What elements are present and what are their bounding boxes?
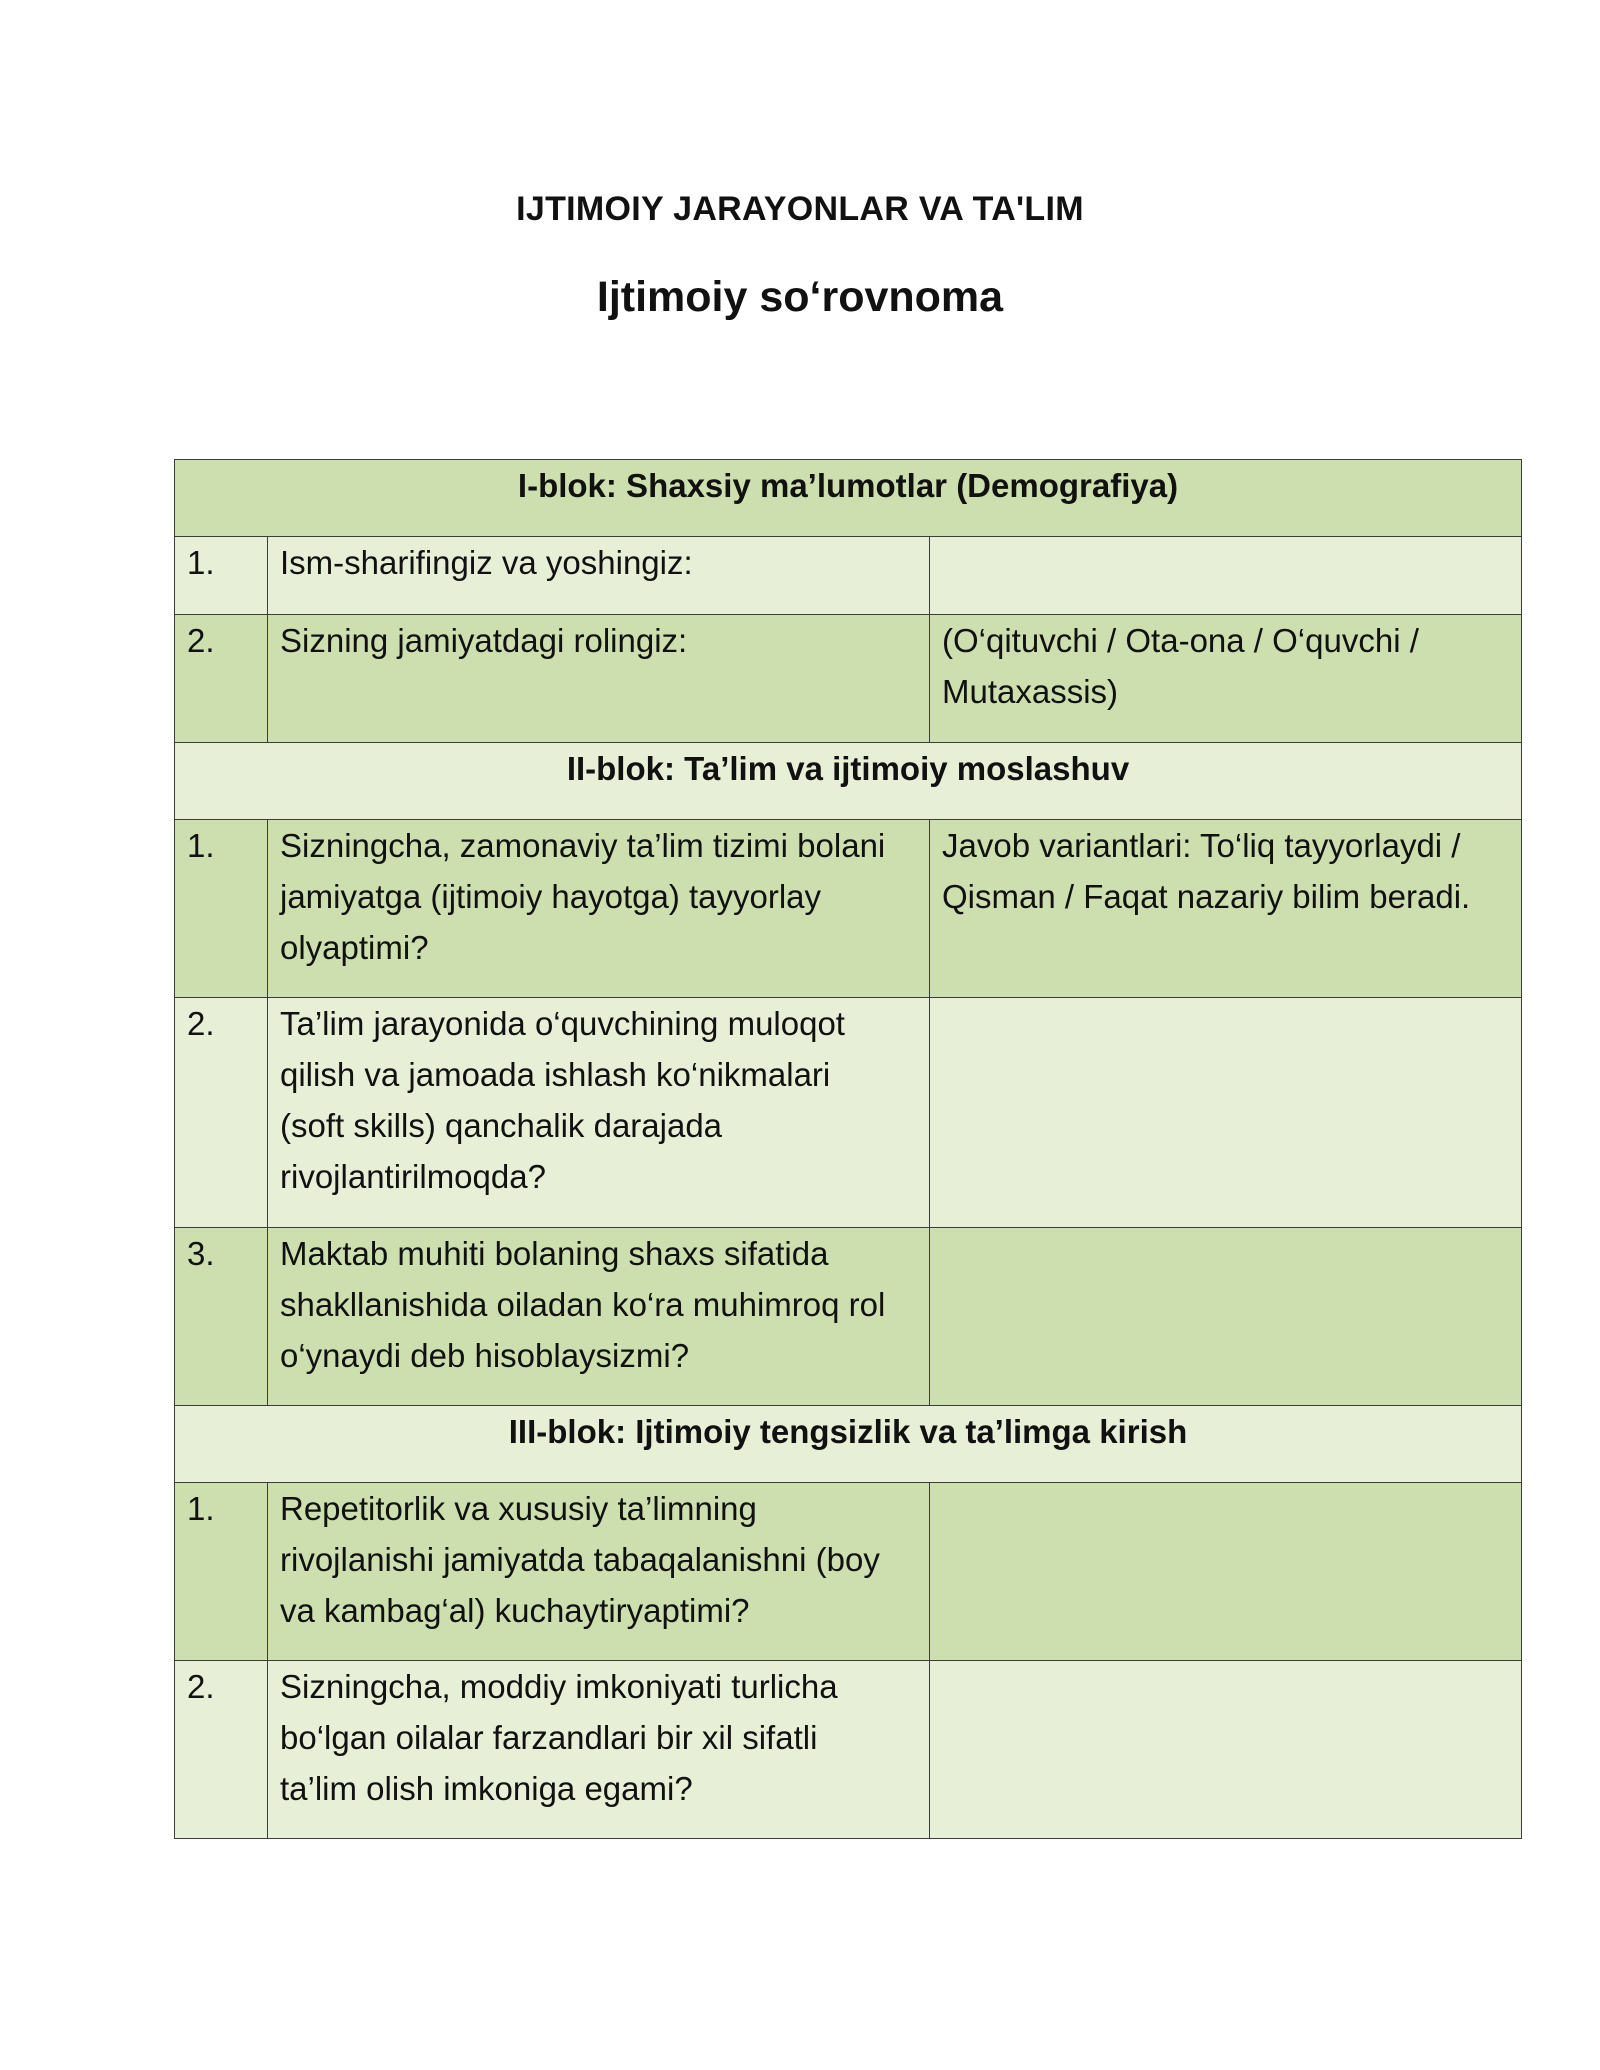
question-cell — [268, 615, 930, 743]
block-title: III-blok: Ijtimoiy tengsizlik va ta’limga kirish — [175, 1406, 1522, 1483]
table-row — [175, 537, 1522, 615]
answer-text: Javob variantlari: To‘liq tayyorlaydi / Qisman / Faqat nazariy bilim beradi. — [942, 827, 1471, 915]
survey-table — [174, 459, 1522, 1839]
row-number: 2. — [175, 998, 268, 1228]
question-text: Ta’lim jarayonida o‘quvchining muloqot qilish va jamoada ishlash ko‘nikmalari (soft skills) qanchalik darajada rivojlantirilmoqda? — [280, 1005, 845, 1195]
table-row — [175, 820, 1522, 998]
question-text: Sizningcha, zamonaviy ta’lim tizimi bolani jamiyatga (ijtimoiy hayotga) tayyorlay olyaptimi? — [280, 827, 886, 966]
question-text: Maktab muhiti bolaning shaxs sifatida shakllanishida oiladan ko‘ra muhimroq rol o‘ynaydi deb hisoblaysizmi? — [280, 1235, 886, 1374]
answer-text: (O‘qituvchi / Ota-ona / O‘quvchi / Mutaxassis) — [942, 622, 1419, 710]
table-row — [175, 615, 1522, 743]
answer-cell[interactable] — [930, 537, 1522, 615]
question-text: Ism-sharifingiz va yoshingiz: — [280, 544, 693, 581]
table-row — [175, 998, 1522, 1228]
block-header-row — [175, 743, 1522, 820]
document-subtitle: Ijtimoiy so‘rovnoma — [596, 273, 1004, 321]
row-number: 1. — [175, 1483, 268, 1661]
row-number: 2. — [175, 615, 268, 743]
answer-cell[interactable] — [930, 1483, 1522, 1661]
question-text: Sizningcha, moddiy imkoniyati turlicha bo‘lgan oilalar farzandlari bir xil sifatli ta’lim olish imkoniga egami? — [280, 1668, 838, 1807]
question-cell — [268, 537, 930, 615]
row-number: 3. — [175, 1228, 268, 1406]
answer-cell[interactable] — [930, 998, 1522, 1228]
table-row — [175, 1661, 1522, 1839]
answer-cell[interactable] — [930, 820, 1522, 998]
table-row — [175, 1228, 1522, 1406]
row-number: 1. — [175, 820, 268, 998]
block-header-row — [175, 1406, 1522, 1483]
answer-cell[interactable] — [930, 1661, 1522, 1839]
question-cell — [268, 1483, 930, 1661]
row-number: 1. — [175, 537, 268, 615]
question-text: Repetitorlik va xususiy ta’limning rivojlanishi jamiyatda tabaqalanishni (boy va kambag‘al) kuchaytiryaptimi? — [280, 1490, 880, 1629]
block-title: I-blok: Shaxsiy ma’lumotlar (Demografiya) — [175, 460, 1522, 537]
answer-cell[interactable] — [930, 1228, 1522, 1406]
question-cell — [268, 1228, 930, 1406]
block-header-row — [175, 460, 1522, 537]
question-cell — [268, 1661, 930, 1839]
table-row — [175, 1483, 1522, 1661]
row-number: 2. — [175, 1661, 268, 1839]
answer-cell[interactable] — [930, 615, 1522, 743]
question-cell — [268, 820, 930, 998]
question-text: Sizning jamiyatdagi rolingiz: — [280, 622, 688, 659]
question-cell — [268, 998, 930, 1228]
document-title: IJTIMOIY JARAYONLAR VA TA'LIM — [516, 190, 1084, 228]
block-title: II-blok: Ta’lim va ijtimoiy moslashuv — [175, 743, 1522, 820]
